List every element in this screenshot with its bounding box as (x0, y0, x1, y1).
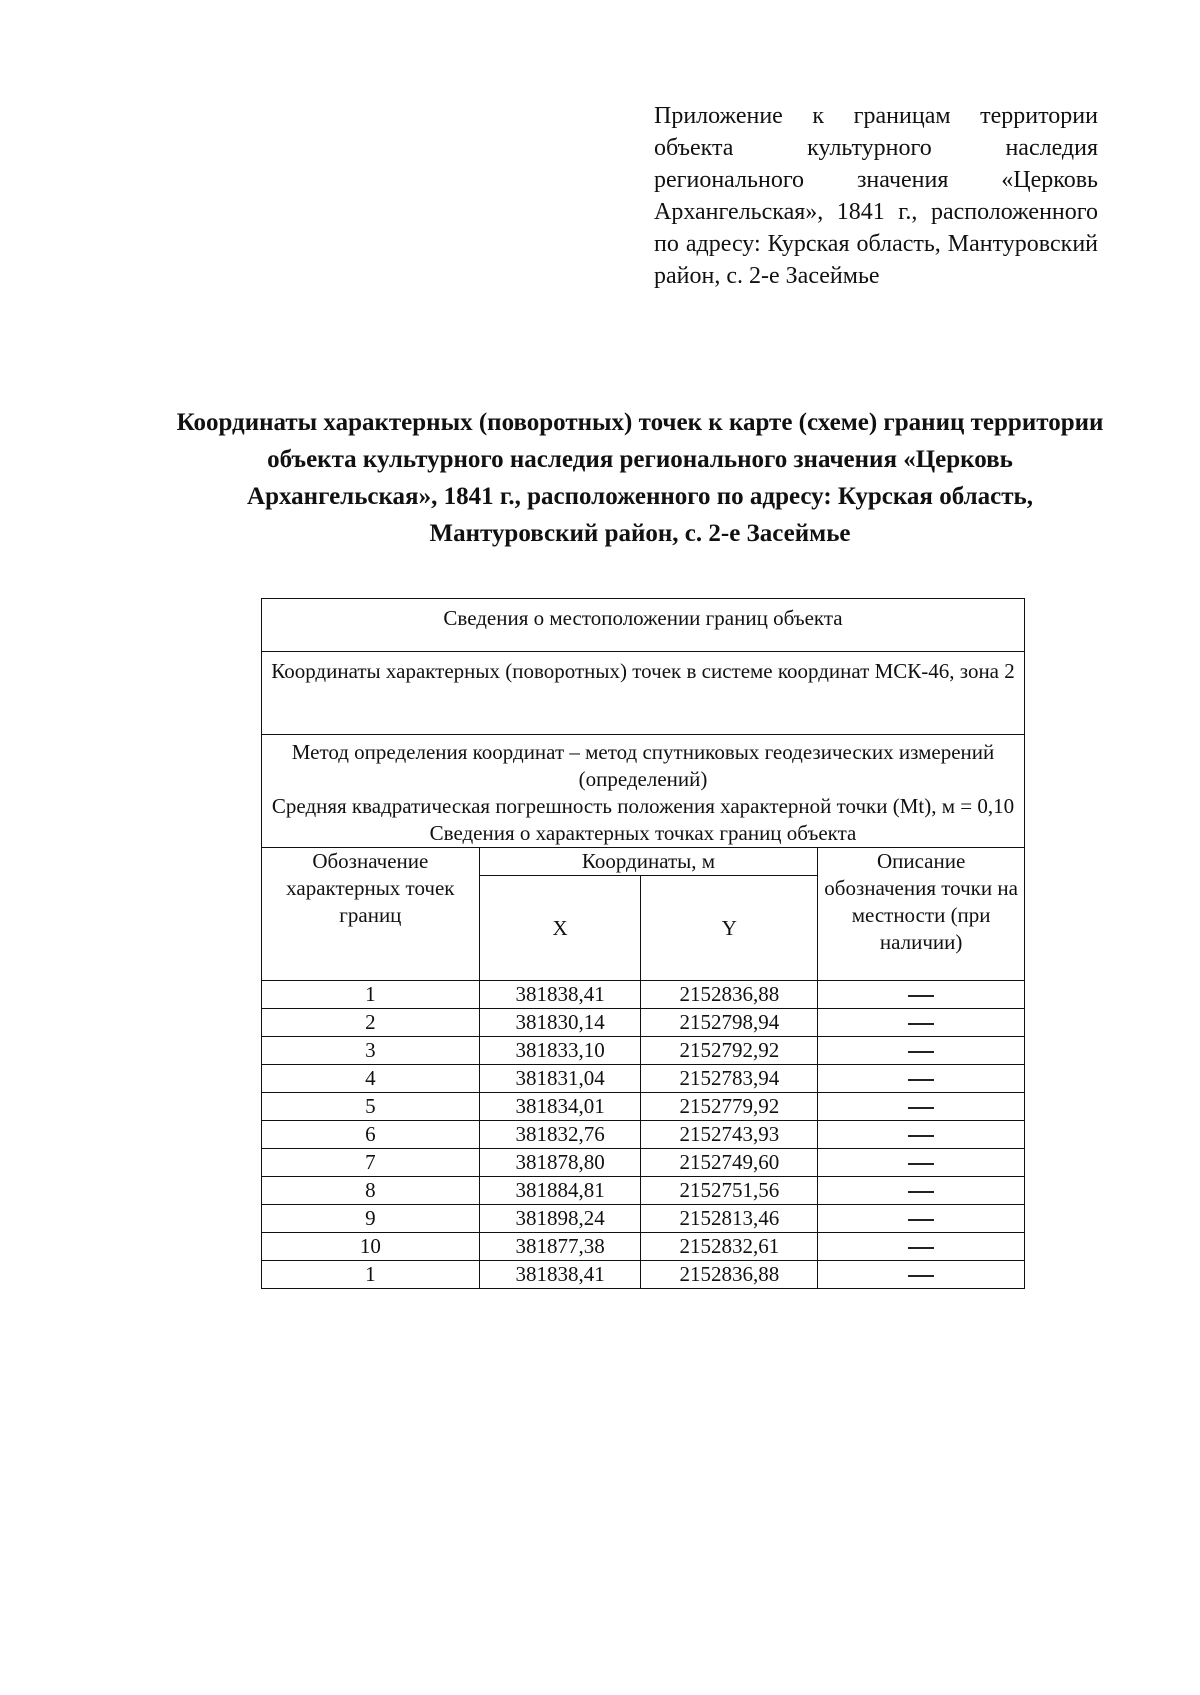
x-cell: 381831,04 (479, 1065, 641, 1093)
x-cell: 381832,76 (479, 1121, 641, 1149)
y-cell: 2152832,61 (641, 1233, 818, 1261)
x-cell: 381830,14 (479, 1009, 641, 1037)
col-header-coordinates: Координаты, м (479, 848, 818, 876)
data-rows (262, 981, 1025, 1289)
dash-mark (908, 1079, 934, 1081)
x-cell: 381898,24 (479, 1205, 641, 1233)
table-row (262, 1065, 1025, 1093)
table-row (262, 1205, 1025, 1233)
description-cell (818, 1205, 1025, 1233)
description-cell (818, 1261, 1025, 1289)
appendix-note: Приложение к границам территории объекта культурного наследия регионального значения «Церковь Архангельская», 1841 г., расположенного по адресу: Курская область, Мантуровский район, с. 2-е Засеймье (654, 103, 1098, 289)
description-cell (818, 1121, 1025, 1149)
x-cell: 381833,10 (479, 1037, 641, 1065)
y-cell: 2152751,56 (641, 1177, 818, 1205)
point-cell: 7 (262, 1149, 480, 1177)
col-header-description: Описание обозначения точки на местности (при наличии) (818, 848, 1025, 981)
table-row (262, 1149, 1025, 1177)
col-header-designation: Обозначение характерных точек границ (262, 848, 480, 981)
accuracy-text: Средняя квадратическая погрешность положения характерной точки (Mt), м = 0,10 (271, 794, 1015, 818)
description-cell (818, 1093, 1025, 1121)
table-row (262, 1233, 1025, 1261)
table-row (262, 981, 1025, 1009)
description-cell (818, 1177, 1025, 1205)
coordinates-table (261, 598, 1025, 1289)
y-cell: 2152798,94 (641, 1009, 818, 1037)
col-header-y: Y (641, 876, 818, 981)
dash-mark (908, 1023, 934, 1025)
y-cell: 2152813,46 (641, 1205, 818, 1233)
document-heading: Координаты характерных (поворотных) точек к карте (схеме) границ территории объекта культурного наследия регионального значения «Церковь Архангельская», 1841 г., расположенного по адресу: Курская область, Мантуровский район, с. 2-е Засеймье (176, 409, 1104, 547)
x-cell: 381838,41 (479, 1261, 641, 1289)
dash-mark (908, 1275, 934, 1277)
table-row (262, 1093, 1025, 1121)
point-cell: 2 (262, 1009, 480, 1037)
point-cell: 1 (262, 1261, 480, 1289)
dash-mark (908, 995, 934, 997)
dash-mark (908, 1191, 934, 1193)
table-row (262, 1009, 1025, 1037)
description-cell (818, 1149, 1025, 1177)
dash-mark (908, 1163, 934, 1165)
description-cell (818, 981, 1025, 1009)
x-cell: 381884,81 (479, 1177, 641, 1205)
dash-mark (908, 1107, 934, 1109)
description-cell (818, 1065, 1025, 1093)
description-cell (818, 1233, 1025, 1261)
point-cell: 10 (262, 1233, 480, 1261)
x-cell: 381834,01 (479, 1093, 641, 1121)
x-cell: 381877,38 (479, 1233, 641, 1261)
point-cell: 6 (262, 1121, 480, 1149)
y-cell: 2152779,92 (641, 1093, 818, 1121)
y-cell: 2152836,88 (641, 981, 818, 1009)
coord-system: Координаты характерных (поворотных) точек в системе координат МСК-46, зона 2 (262, 652, 1025, 735)
table-row (262, 1037, 1025, 1065)
y-cell: 2152783,94 (641, 1065, 818, 1093)
section-title: Сведения о местоположении границ объекта (262, 599, 1025, 652)
x-cell: 381838,41 (479, 981, 641, 1009)
y-cell: 2152836,88 (641, 1261, 818, 1289)
dash-mark (908, 1219, 934, 1221)
table-row (262, 1261, 1025, 1289)
y-cell: 2152743,93 (641, 1121, 818, 1149)
dash-mark (908, 1135, 934, 1137)
point-cell: 9 (262, 1205, 480, 1233)
dash-mark (908, 1247, 934, 1249)
table-row (262, 1121, 1025, 1149)
description-cell (818, 1009, 1025, 1037)
points-title: Сведения о характерных точках границ объекта (429, 821, 857, 845)
description-cell (818, 1037, 1025, 1065)
col-header-x: X (479, 876, 641, 981)
table-row (262, 1177, 1025, 1205)
point-cell: 8 (262, 1177, 480, 1205)
point-cell: 3 (262, 1037, 480, 1065)
method-block (262, 735, 1025, 848)
dash-mark (908, 1051, 934, 1053)
point-cell: 5 (262, 1093, 480, 1121)
point-cell: 1 (262, 981, 480, 1009)
x-cell: 381878,80 (479, 1149, 641, 1177)
y-cell: 2152792,92 (641, 1037, 818, 1065)
point-cell: 4 (262, 1065, 480, 1093)
method-text: Метод определения координат – метод спутниковых геодезических измерений (определений) (291, 740, 995, 791)
y-cell: 2152749,60 (641, 1149, 818, 1177)
